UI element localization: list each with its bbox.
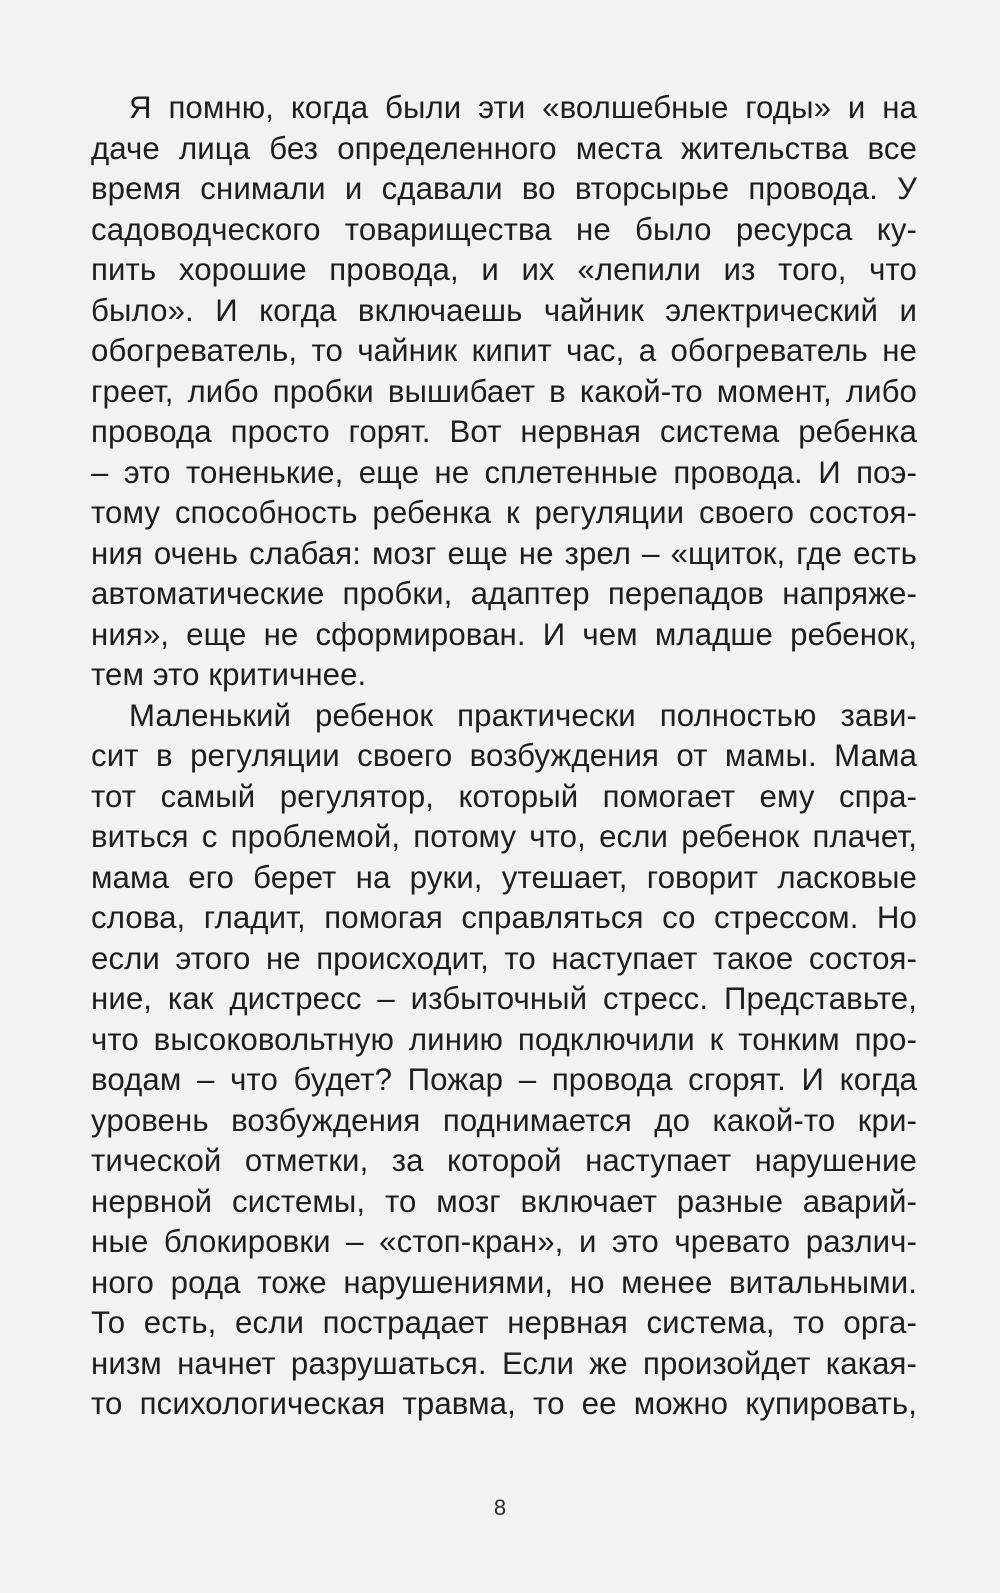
text-line: тому способность ребенка к регуляции своего состоя- [91, 495, 917, 530]
text-line: пить хорошие провода, и их «лепили из того, что [91, 252, 917, 287]
text-line: тической отметки, за которой наступает нарушение [91, 1143, 917, 1178]
text-line: слова, гладит, помогая справляться со стрессом. Но [91, 900, 917, 935]
text-line: ния очень слабая: мозг еще не зрел – «щиток, где есть [91, 535, 917, 571]
paragraph-1 [91, 88, 917, 696]
text-line: обогреватель, то чайник кипит час, а обогреватель не [91, 333, 917, 368]
text-line: сит в регуляции своего возбуждения от мамы. Мама [91, 738, 917, 773]
text-line: греет, либо пробки вышибает в какой-то момент, либо [91, 373, 917, 409]
text-line: садоводческого товарищества не было ресурса ку- [91, 211, 917, 247]
text-line: Маленький ребенок практически полностью зави- [129, 697, 917, 733]
text-line: ния», еще не сформирован. И чем младше ребенок, [91, 616, 917, 652]
text-line: виться с проблемой, потому что, если ребенок плачет, [91, 819, 917, 854]
text-line: тот самый регулятор, который помогает ему спра- [91, 778, 917, 814]
text-line: нервной системы, то мозг включает разные аварий- [91, 1183, 917, 1219]
text-line: ние, как дистресс – избыточный стресс. Представьте, [91, 981, 917, 1016]
text-line: тем это критичнее. [91, 657, 367, 692]
text-line: ного рода тоже нарушениями, но менее витальными. [91, 1264, 917, 1300]
text-line: было». И когда включаешь чайник электрический и [91, 292, 917, 328]
paragraph-2 [91, 696, 917, 1425]
text-line: мама его берет на руки, утешает, говорит ласковые [91, 859, 917, 895]
text-line: что высоковольтную линию подключили к тонким про- [91, 1021, 917, 1057]
text-line: водам – что будет? Пожар – провода сгорят. И когда [91, 1062, 917, 1097]
text-line: автоматические пробки, адаптер перепадов напряже- [91, 576, 917, 611]
text-line: даче лица без определенного места жительства все [91, 130, 917, 166]
body-text [91, 88, 917, 1425]
text-line: Я помню, когда были эти «волшебные годы» и на [129, 90, 917, 125]
text-line: То есть, если пострадает нервная система, то орга- [91, 1305, 917, 1340]
text-line: ные блокировки – «стоп-кран», и это чревато различ- [91, 1224, 917, 1259]
text-line: уровень возбуждения поднимается до какой-то кри- [91, 1102, 917, 1138]
text-line: если этого не происходит, то наступает такое состоя- [91, 940, 917, 976]
page-number: 8 [493, 1495, 507, 1520]
text-line: – это тоненькие, еще не сплетенные провода. И поэ- [91, 454, 917, 490]
text-line: низм начнет разрушаться. Если же произойдет какая- [91, 1345, 917, 1381]
text-line: время снимали и сдавали во вторсырье провода. У [91, 171, 917, 206]
text-line: то психологическая травма, то ее можно купировать, [91, 1386, 917, 1421]
text-line: провода просто горят. Вот нервная система ребенка [91, 414, 917, 449]
